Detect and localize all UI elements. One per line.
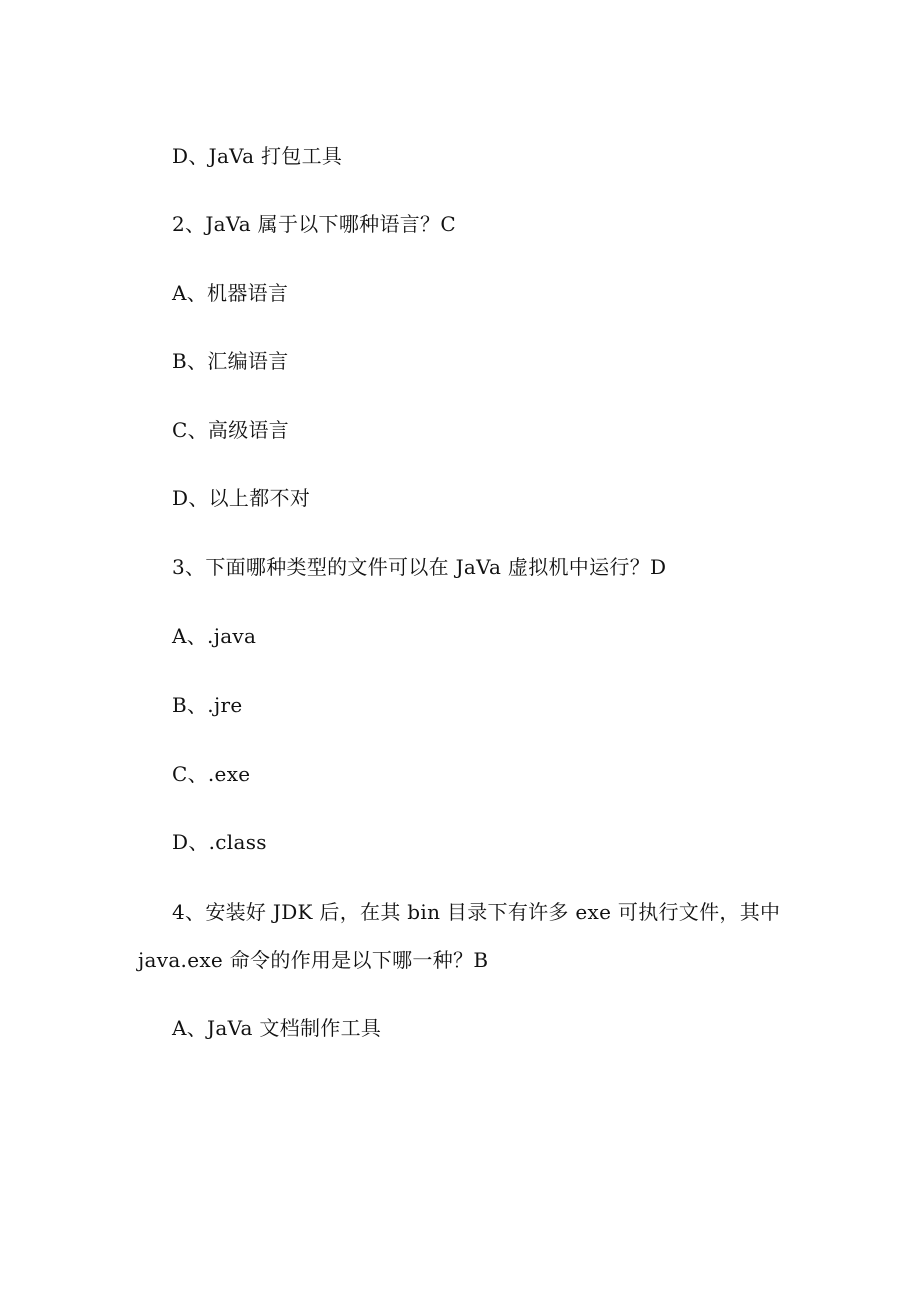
question-3: 3、下面哪种类型的文件可以在 JaVa 虚拟机中运行？D: [172, 555, 667, 579]
question-4-line-1: 4、安装好 JDK 后，在其 bin 目录下有许多 exe 可执行文件，其中: [172, 900, 781, 924]
q3-option-a: A、.java: [172, 624, 257, 648]
question-4-line-2: java.exe 命令的作用是以下哪一种？B: [138, 948, 489, 972]
q2-option-d: D、以上都不对: [172, 486, 311, 510]
q2-option-b: B、汇编语言: [172, 349, 289, 373]
q3-option-b: B、.jre: [172, 693, 243, 717]
q4-option-a: A、JaVa 文档制作工具: [172, 1016, 382, 1040]
q2-option-c: C、高级语言: [172, 418, 290, 442]
option-d-packaging-tool: D、JaVa 打包工具: [172, 144, 343, 168]
q3-option-d: D、.class: [172, 830, 267, 854]
q3-option-c: C、.exe: [172, 762, 251, 786]
q2-option-a: A、机器语言: [172, 281, 289, 305]
question-2: 2、JaVa 属于以下哪种语言？C: [172, 212, 456, 236]
